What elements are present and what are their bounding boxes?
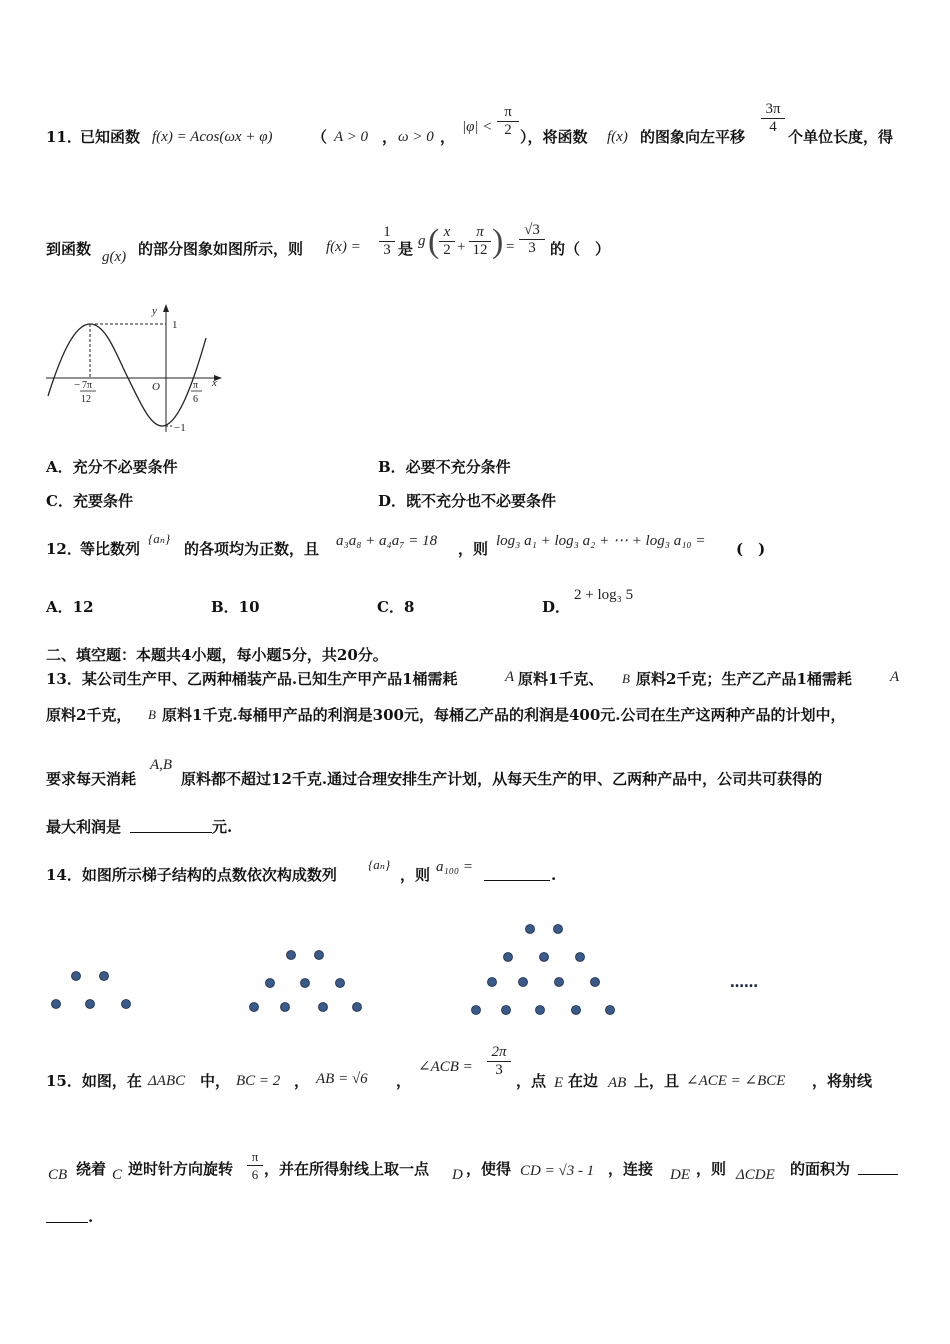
q11-paren: （: [312, 128, 328, 146]
q15-comma-1: ，: [294, 1072, 310, 1090]
q11-sqrt3-over-3: √3 3: [518, 222, 546, 257]
graph-left-den: 12: [81, 394, 91, 405]
q13-line4-b: 元.: [212, 818, 233, 836]
q11-text-1: 已知函数: [80, 128, 141, 146]
q14-answer-blank[interactable]: [484, 866, 550, 881]
q15-equal-angles: ∠ACE = ∠BCE: [686, 1073, 786, 1089]
q12-expression: log₃ a₁ + log₃ a₂ + ⋯ + log₃ a₁₀ =: [496, 533, 706, 549]
q11-text-6: 的部分图象如图所示，则: [138, 240, 304, 258]
graph-left-num: 7π: [82, 380, 93, 391]
dot: [572, 1006, 581, 1015]
q15-comma-2: ，: [396, 1072, 412, 1090]
q11-g-letter: g: [418, 233, 426, 249]
q14-text-1: 14．如图所示梯子结构的点数依次构成数列: [46, 866, 337, 884]
q11-left-paren: (: [428, 223, 440, 260]
q13-line3-a: 要求每天消耗: [46, 770, 137, 788]
q11-option-a[interactable]: A．充分不必要条件: [46, 458, 178, 476]
q11-cond-w: ω > 0: [398, 129, 434, 145]
q15-text-7: 绕着: [76, 1160, 107, 1178]
q11-option-c[interactable]: C．充要条件: [46, 492, 133, 510]
q13-ab: A,B: [150, 757, 173, 773]
graph-one-label: 1: [172, 319, 178, 331]
q11-text-8: 的（ ）: [550, 240, 611, 258]
q15-ab-side: AB: [608, 1075, 627, 1091]
dot: [472, 1006, 481, 1015]
q15-text-6: ，将射线: [812, 1072, 873, 1090]
q11-gx: g(x): [102, 249, 127, 265]
q11-cosine-graph: [40, 298, 230, 438]
q12-text-3: ，则: [458, 540, 489, 558]
q13-answer-blank[interactable]: [130, 818, 212, 833]
q13-line1-b: 原料1千克、: [518, 670, 604, 688]
q11-text-4: 个单位长度，得: [788, 128, 894, 146]
dot: [555, 978, 564, 987]
ladder-figure-3: [472, 925, 615, 1015]
q15-text-10: ，使得: [466, 1160, 512, 1178]
ladder-figure-2: [250, 951, 362, 1012]
q11-x-over-2: x 2: [438, 224, 456, 259]
q13-b2: B: [148, 707, 156, 722]
q11-fx: f(x): [607, 129, 628, 145]
q15-bc: BC = 2: [236, 1073, 281, 1089]
dot: [72, 972, 81, 981]
q13-line1-a: 13．某公司生产甲、乙两种桶装产品.已知生产甲产品1桶需耗: [46, 670, 458, 688]
q11-one-third: 1 3: [378, 224, 396, 259]
q15-text-13: 的面积为: [790, 1160, 851, 1178]
q11-right-paren: ): [492, 223, 504, 260]
ladder-figure-1: [52, 972, 131, 1009]
q12-option-d-expr: 2 + log₃ 5: [574, 587, 634, 603]
dot: [287, 951, 296, 960]
ladder-ellipsis: ……: [730, 975, 758, 991]
q12-text-4: ( ): [736, 540, 766, 558]
graph-left-sign: −: [74, 379, 81, 391]
q15-cd: CD = √3 - 1: [520, 1163, 595, 1179]
q12-text-2: 的各项均为正数，且: [184, 540, 320, 558]
dot: [591, 978, 600, 987]
graph-origin: O: [152, 381, 160, 393]
q15-angle: ∠ACB =: [418, 1059, 473, 1075]
dot: [250, 1003, 259, 1012]
q11-comma1: ，: [382, 128, 398, 146]
q11-eq: =: [506, 239, 515, 255]
q15-two-pi-over-3: 2π 3: [486, 1044, 512, 1079]
graph-neg-one-label: −1: [174, 422, 186, 434]
q15-cb: CB: [48, 1167, 68, 1183]
graph-y-label: y: [152, 305, 157, 317]
dot: [540, 953, 549, 962]
q11-option-d[interactable]: D．既不充分也不必要条件: [378, 492, 557, 510]
dot: [504, 953, 513, 962]
q12-text-1: 等比数列: [80, 540, 141, 558]
q11-pi-over-12: π 12: [468, 224, 492, 259]
q12-option-b[interactable]: B．10: [211, 598, 260, 616]
q11-number: 11．: [46, 128, 82, 146]
dot: [266, 979, 275, 988]
q11-f-def: f(x) = Acos(ωx + φ): [152, 129, 273, 145]
q11-shift-fraction: 3π 4: [760, 101, 786, 136]
q15-d: D: [452, 1167, 463, 1183]
dot: [100, 972, 109, 981]
q15-text-12: ，则: [696, 1160, 727, 1178]
dot: [519, 978, 528, 987]
q12-option-c[interactable]: C．8: [377, 598, 415, 616]
q15-text-1: 15．如图，在: [46, 1072, 142, 1090]
q15-text-5: 上，且: [634, 1072, 680, 1090]
q13-a2: A: [890, 669, 900, 685]
dot: [301, 979, 310, 988]
q15-triangle: ΔABC: [148, 1073, 186, 1089]
q11-text-5: 到函数: [46, 240, 92, 258]
q15-text-3: ，点: [516, 1072, 547, 1090]
q15-text-4: 在边: [568, 1072, 599, 1090]
dot: [122, 1000, 131, 1009]
dot: [319, 1003, 328, 1012]
q14-text-3: .: [551, 866, 557, 884]
q11-option-b[interactable]: B．必要不充分条件: [378, 458, 511, 476]
q13-b1: B: [622, 671, 630, 686]
q12-number: 12．: [46, 540, 82, 558]
q14-ladder-figures: [40, 915, 800, 1025]
q15-text-9: ，并在所得射线上取一点: [264, 1160, 430, 1178]
q11-text-3: 的图象向左平移: [640, 128, 746, 146]
q15-text-11: ，连接: [608, 1160, 654, 1178]
q15-answer-blank-a[interactable]: [858, 1160, 898, 1175]
q11-cond-a: A > 0: [334, 129, 369, 145]
q14-text-2: ，则: [400, 866, 431, 884]
q15-text-8: 逆时针方向旋转: [128, 1160, 234, 1178]
q15-e: E: [554, 1075, 564, 1091]
dot: [353, 1003, 362, 1012]
dot: [502, 1006, 511, 1015]
q11-cond-phi: |φ| <: [462, 119, 493, 135]
q15-text-2: 中，: [200, 1072, 231, 1090]
graph-right-num: π: [193, 380, 199, 391]
q15-c: C: [112, 1167, 123, 1183]
q11-pi-over-2: π 2: [496, 104, 520, 139]
q15-de: DE: [670, 1167, 690, 1183]
q13-line1-c: 原料2千克；生产乙产品1桶需耗: [636, 670, 852, 688]
q14-an: {aₙ}: [368, 857, 391, 872]
dot: [536, 1006, 545, 1015]
dot: [526, 925, 535, 934]
q13-line2-a: 原料2千克，: [46, 706, 132, 724]
q13-line2-b: 原料1千克.每桶甲产品的利润是300元，每桶乙产品的利润是400元.公司在生产这两种产品的计划中，: [162, 706, 846, 724]
q12-condition: a₃a₈ + a₄a₇ = 18: [336, 533, 438, 549]
q12-option-d[interactable]: D．: [542, 598, 571, 616]
dot: [281, 1003, 290, 1012]
q15-answer-blank-b[interactable]: [46, 1208, 88, 1223]
q11-plus: +: [457, 239, 466, 255]
q13-line3-b: 原料都不超过12千克.通过合理安排生产计划，从每天生产的甲、乙两种产品中，公司共可获得的: [181, 770, 823, 788]
dot: [52, 1000, 61, 1009]
dot: [488, 978, 497, 987]
dot: [554, 925, 563, 934]
dot: [576, 953, 585, 962]
q15-cde: ΔCDE: [736, 1167, 775, 1183]
q11-fx2: f(x) =: [326, 239, 361, 255]
q15-pi-over-6: π 6: [246, 1148, 264, 1183]
graph-x-label: x: [212, 377, 217, 389]
q12-an: {aₙ}: [148, 531, 171, 546]
graph-y-arrow: [163, 304, 169, 312]
dot: [315, 951, 324, 960]
dot: [86, 1000, 95, 1009]
graph-curve: [48, 324, 206, 426]
q11-text-7: 是: [398, 240, 414, 258]
dot: [336, 979, 345, 988]
dot: [606, 1006, 615, 1015]
section-2-heading: 二、填空题：本题共4小题，每小题5分，共20分。: [46, 646, 388, 664]
q12-option-a[interactable]: A．12: [46, 598, 94, 616]
q14-a100: a₁₀₀ =: [436, 859, 474, 875]
q11-text-2: ），将函数: [520, 128, 588, 146]
q15-ab: AB = √6: [316, 1071, 368, 1087]
graph-right-den: 6: [193, 394, 198, 405]
q15-text-14: .: [88, 1208, 94, 1226]
q11-comma2: ，: [440, 128, 456, 146]
q13-a1: A: [505, 669, 515, 685]
q13-line4-a: 最大利润是: [46, 818, 122, 836]
